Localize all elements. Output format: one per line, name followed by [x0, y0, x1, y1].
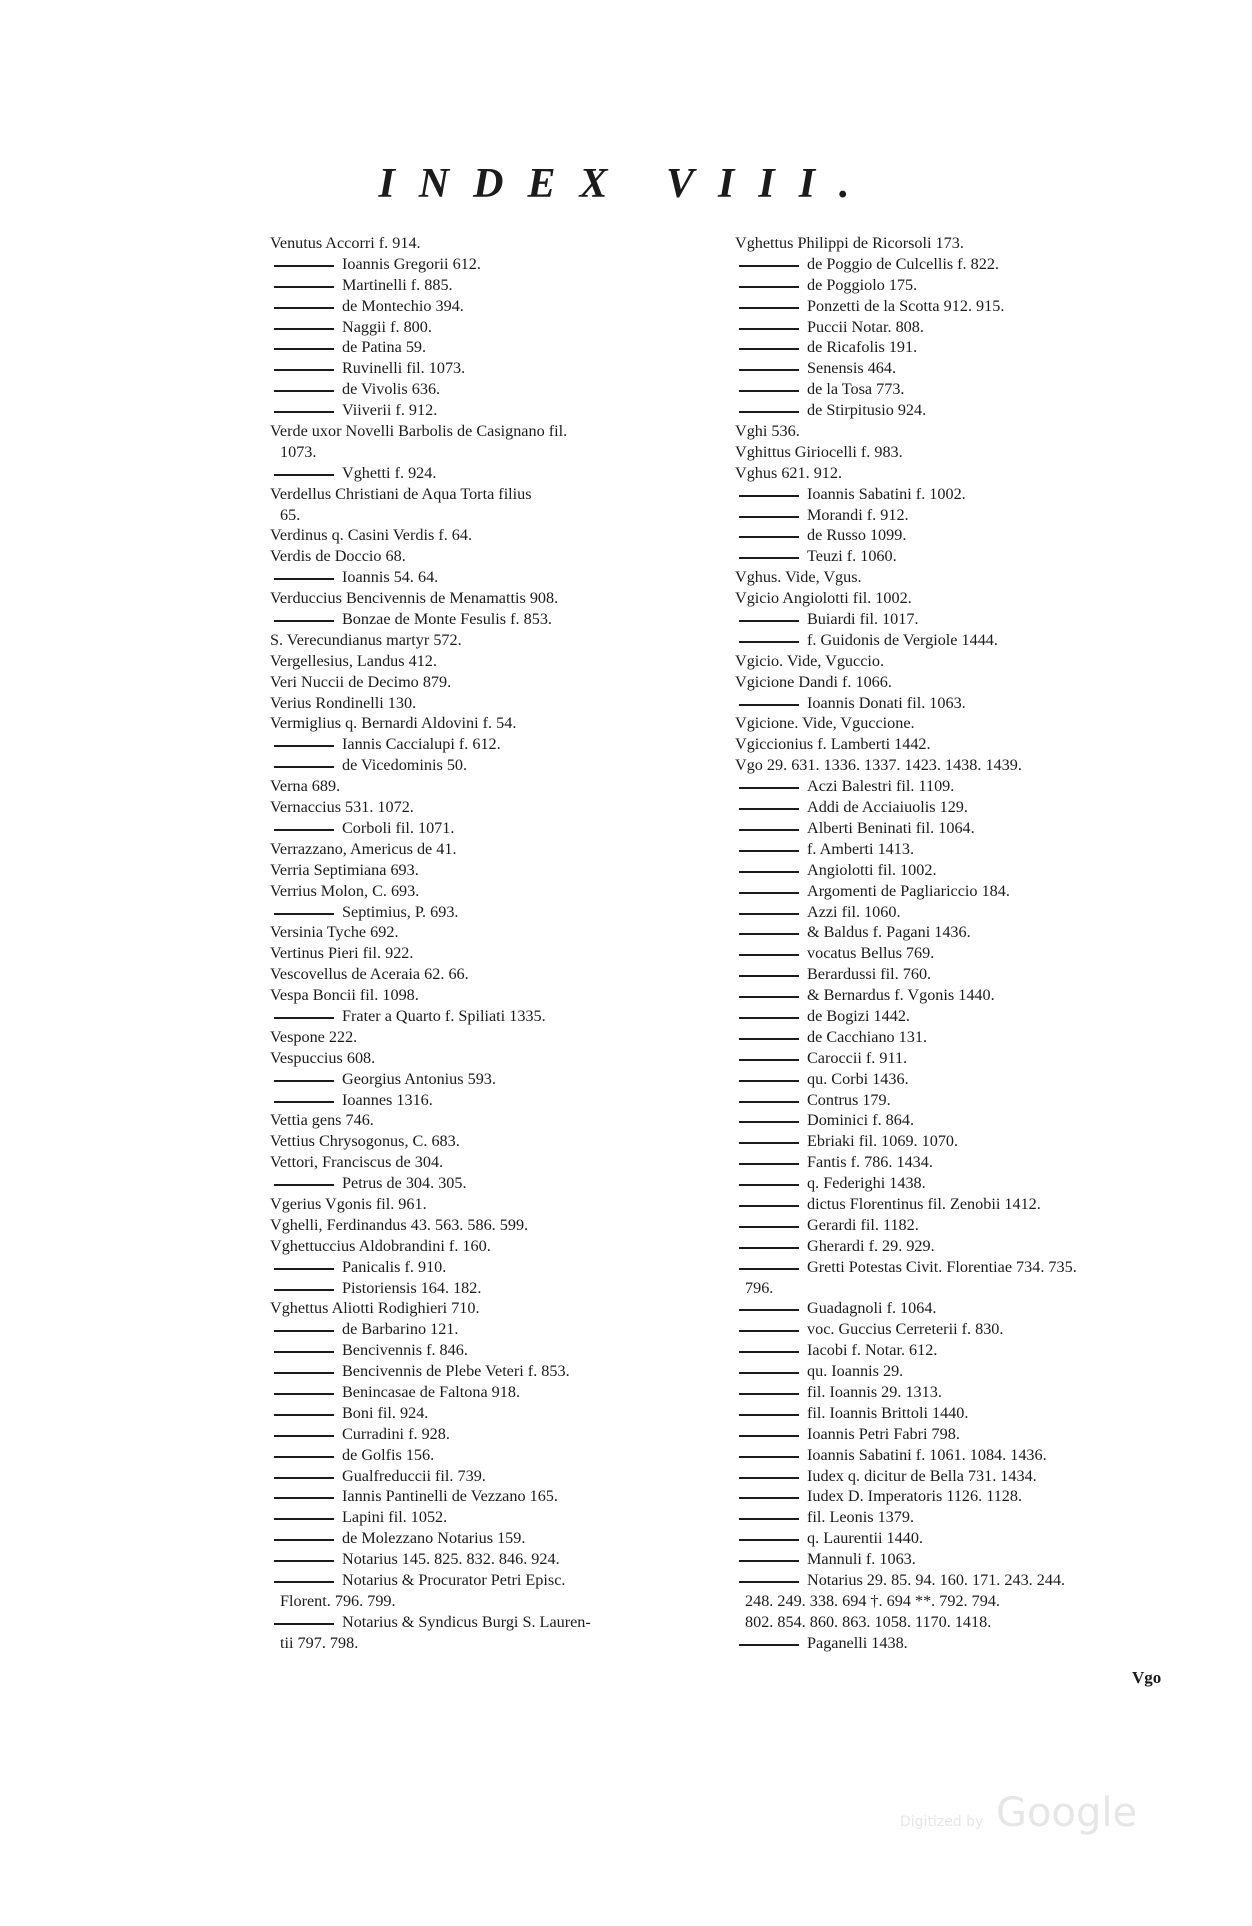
index-entry: Verrius Molon, C. 693.: [270, 881, 420, 900]
index-entry: Vermiglius q. Bernardi Aldovini f. 54.: [270, 714, 517, 733]
index-subentry: Bencivennis de Plebe Veteri f. 853.: [270, 1361, 740, 1382]
index-entry: Verius Rondinelli 130.: [270, 693, 417, 712]
index-subentry: qu. Ioannis 29.: [735, 1361, 1195, 1382]
index-entry: Vertinus Pieri fil. 922.: [270, 944, 414, 963]
index-entry: Versinia Tyche 692.: [270, 923, 399, 942]
index-entry: Vespa Boncii fil. 1098.: [270, 986, 419, 1005]
index-subentry: Boni fil. 924.: [270, 1403, 740, 1424]
index-subentry: Notarius 29. 85. 94. 160. 171. 243. 244.: [735, 1570, 1195, 1591]
index-entry: Verduccius Bencivennis de Menamattis 908.: [270, 589, 559, 608]
catchword: Vgo: [1132, 1668, 1162, 1687]
index-entry: Vgicio Angiolotti fil. 1002.: [735, 589, 912, 608]
index-subentry: de Cacchiano 131.: [735, 1027, 1195, 1048]
index-subentry: Paganelli 1438.: [735, 1633, 1195, 1654]
index-subentry: de Stirpitusio 924.: [735, 400, 1195, 421]
index-subentry: de Molezzano Notarius 159.: [270, 1528, 740, 1549]
index-subentry: de Vivolis 636.: [270, 379, 740, 400]
index-continuation: 1073.: [280, 442, 317, 461]
index-continuation: Florent. 796. 799.: [280, 1591, 396, 1610]
index-entry: Vgicione. Vide, Vguccione.: [735, 714, 915, 733]
index-entry: Vghettuccius Aldobrandini f. 160.: [270, 1236, 491, 1255]
index-subentry: de Poggio de Culcellis f. 822.: [735, 254, 1195, 275]
index-subentry: Georgius Antonius 593.: [270, 1069, 740, 1090]
index-subentry: Frater a Quarto f. Spiliati 1335.: [270, 1006, 740, 1027]
index-subentry: Morandi f. 912.: [735, 505, 1195, 526]
index-subentry: f. Amberti 1413.: [735, 839, 1195, 860]
index-entry: Verdis de Doccio 68.: [270, 547, 406, 566]
index-subentry: Azzi fil. 1060.: [735, 902, 1195, 923]
index-subentry: Notarius 145. 825. 832. 846. 924.: [270, 1549, 740, 1570]
index-subentry: vocatus Bellus 769.: [735, 943, 1195, 964]
index-subentry: de Vicedominis 50.: [270, 755, 740, 776]
index-subentry: Gherardi f. 29. 929.: [735, 1236, 1195, 1257]
index-entry: Verdellus Christiani de Aqua Torta filius: [270, 484, 532, 503]
index-column-left: [270, 233, 740, 1654]
watermark-brand: Google: [996, 1790, 1138, 1836]
index-subentry: Iannis Pantinelli de Vezzano 165.: [270, 1486, 740, 1507]
index-subentry: Addi de Acciaiuolis 129.: [735, 797, 1195, 818]
index-entry: Vgiccionius f. Lamberti 1442.: [735, 735, 931, 754]
index-continuation: 802. 854. 860. 863. 1058. 1170. 1418.: [745, 1612, 992, 1631]
index-subentry: fil. Ioannis Brittoli 1440.: [735, 1403, 1195, 1424]
index-subentry: Viiverii f. 912.: [270, 400, 740, 421]
index-subentry: Benincasae de Faltona 918.: [270, 1382, 740, 1403]
index-subentry: Ioannis Donati fil. 1063.: [735, 693, 1195, 714]
index-subentry: fil. Ioannis 29. 1313.: [735, 1382, 1195, 1403]
index-subentry: Caroccii f. 911.: [735, 1048, 1195, 1069]
index-subentry: Bonzae de Monte Fesulis f. 853.: [270, 609, 740, 630]
index-entry: Vettia gens 746.: [270, 1111, 374, 1130]
index-continuation: 796.: [745, 1278, 774, 1297]
index-entry: Vghus 621. 912.: [735, 463, 843, 482]
index-entry: Vghittus Giriocelli f. 983.: [735, 442, 903, 461]
index-subentry: & Baldus f. Pagani 1436.: [735, 922, 1195, 943]
index-subentry: Bencivennis f. 846.: [270, 1340, 740, 1361]
index-entry: Vghettus Philippi de Ricorsoli 173.: [735, 234, 964, 252]
index-subentry: Corboli fil. 1071.: [270, 818, 740, 839]
index-entry: Vettius Chrysogonus, C. 683.: [270, 1132, 460, 1151]
index-subentry: Teuzi f. 1060.: [735, 546, 1195, 567]
index-entry: Vghettus Aliotti Rodighieri 710.: [270, 1299, 480, 1318]
index-subentry: de Ricafolis 191.: [735, 337, 1195, 358]
index-subentry: Pistoriensis 164. 182.: [270, 1278, 740, 1299]
index-subentry: Alberti Beninati fil. 1064.: [735, 818, 1195, 839]
index-subentry: Gerardi fil. 1182.: [735, 1215, 1195, 1236]
index-subentry: Ioannes 1316.: [270, 1090, 740, 1111]
index-subentry: q. Federighi 1438.: [735, 1173, 1195, 1194]
index-subentry: Puccii Notar. 808.: [735, 317, 1195, 338]
index-entry: Vescovellus de Aceraia 62. 66.: [270, 965, 469, 984]
index-subentry: Argomenti de Pagliariccio 184.: [735, 881, 1195, 902]
index-entry: Vespone 222.: [270, 1027, 358, 1046]
index-subentry: Fantis f. 786. 1434.: [735, 1152, 1195, 1173]
index-subentry: de Poggiolo 175.: [735, 275, 1195, 296]
index-subentry: Senensis 464.: [735, 358, 1195, 379]
page-header: INDEX VIII.: [378, 161, 874, 207]
index-subentry: Guadagnoli f. 1064.: [735, 1298, 1195, 1319]
index-subentry: voc. Guccius Cerreterii f. 830.: [735, 1319, 1195, 1340]
index-subentry: Gualfreduccii fil. 739.: [270, 1466, 740, 1487]
index-entry: S. Verecundianus martyr 572.: [270, 630, 462, 649]
index-continuation: 248. 249. 338. 694 †. 694 **. 792. 794.: [745, 1591, 1000, 1610]
index-entry: Vespuccius 608.: [270, 1048, 376, 1067]
index-subentry: Ruvinelli fil. 1073.: [270, 358, 740, 379]
index-entry: Vernaccius 531. 1072.: [270, 798, 414, 817]
index-subentry: Aczi Balestri fil. 1109.: [735, 776, 1195, 797]
index-subentry: dictus Florentinus fil. Zenobii 1412.: [735, 1194, 1195, 1215]
index-entry: Verria Septimiana 693.: [270, 860, 419, 879]
index-subentry: Angiolotti fil. 1002.: [735, 860, 1195, 881]
index-subentry: Dominici f. 864.: [735, 1110, 1195, 1131]
index-subentry: de Patina 59.: [270, 337, 740, 358]
index-entry: Verdinus q. Casini Verdis f. 64.: [270, 526, 473, 545]
index-subentry: Iudex D. Imperatoris 1126. 1128.: [735, 1486, 1195, 1507]
index-subentry: Lapini fil. 1052.: [270, 1507, 740, 1528]
index-entry: Vghelli, Ferdinandus 43. 563. 586. 599.: [270, 1215, 529, 1234]
digitized-watermark: [900, 1790, 1137, 1836]
index-entry: Veri Nuccii de Decimo 879.: [270, 672, 452, 691]
watermark-prefix: Digitized by: [900, 1814, 984, 1830]
index-entry: Verna 689.: [270, 777, 341, 796]
index-entry: Verde uxor Novelli Barbolis de Casignano fil.: [270, 422, 568, 441]
index-subentry: Notarius & Procurator Petri Episc.: [270, 1570, 740, 1591]
index-subentry: Mannuli f. 1063.: [735, 1549, 1195, 1570]
index-entry: Vgicione Dandi f. 1066.: [735, 672, 892, 691]
index-subentry: Gretti Potestas Civit. Florentiae 734. 735.: [735, 1257, 1195, 1278]
index-entry: Vgerius Vgonis fil. 961.: [270, 1194, 427, 1213]
index-subentry: Ebriaki fil. 1069. 1070.: [735, 1131, 1195, 1152]
index-subentry: de la Tosa 773.: [735, 379, 1195, 400]
index-subentry: de Golfis 156.: [270, 1445, 740, 1466]
index-entry: Vgicio. Vide, Vguccio.: [735, 651, 885, 670]
index-subentry: Septimius, P. 693.: [270, 902, 740, 923]
index-subentry: qu. Corbi 1436.: [735, 1069, 1195, 1090]
index-subentry: Iacobi f. Notar. 612.: [735, 1340, 1195, 1361]
index-subentry: Curradini f. 928.: [270, 1424, 740, 1445]
index-entry: Vghus. Vide, Vgus.: [735, 568, 862, 587]
index-entry: Vghi 536.: [735, 422, 800, 441]
index-subentry: Ioannis Petri Fabri 798.: [735, 1424, 1195, 1445]
index-entry: Vettori, Franciscus de 304.: [270, 1153, 444, 1172]
index-entry: Vergellesius, Landus 412.: [270, 651, 437, 670]
index-subentry: fil. Leonis 1379.: [735, 1507, 1195, 1528]
index-subentry: de Bogizi 1442.: [735, 1006, 1195, 1027]
index-subentry: Buiardi fil. 1017.: [735, 609, 1195, 630]
index-subentry: Ioannis Sabatini f. 1061. 1084. 1436.: [735, 1445, 1195, 1466]
index-entry: Venutus Accorri f. 914.: [270, 234, 421, 252]
index-subentry: de Barbarino 121.: [270, 1319, 740, 1340]
index-subentry: q. Laurentii 1440.: [735, 1528, 1195, 1549]
index-subentry: Vghetti f. 924.: [270, 463, 740, 484]
index-column-right: [735, 233, 1195, 1654]
index-subentry: Panicalis f. 910.: [270, 1257, 740, 1278]
index-entry: Verrazzano, Americus de 41.: [270, 839, 457, 858]
index-subentry: f. Guidonis de Vergiole 1444.: [735, 630, 1195, 651]
index-subentry: Ioannis 54. 64.: [270, 567, 740, 588]
index-subentry: & Bernardus f. Vgonis 1440.: [735, 985, 1195, 1006]
index-entry: Vgo 29. 631. 1336. 1337. 1423. 1438. 1439.: [735, 756, 1022, 775]
index-subentry: Iudex q. dicitur de Bella 731. 1434.: [735, 1466, 1195, 1487]
index-subentry: Ponzetti de la Scotta 912. 915.: [735, 296, 1195, 317]
index-continuation: 65.: [280, 505, 301, 524]
index-subentry: Iannis Caccialupi f. 612.: [270, 734, 740, 755]
index-subentry: Martinelli f. 885.: [270, 275, 740, 296]
index-subentry: Berardussi fil. 760.: [735, 964, 1195, 985]
index-subentry: Naggii f. 800.: [270, 317, 740, 338]
index-subentry: Contrus 179.: [735, 1090, 1195, 1111]
index-subentry: Ioannis Gregorii 612.: [270, 254, 740, 275]
index-subentry: Petrus de 304. 305.: [270, 1173, 740, 1194]
index-subentry: Notarius & Syndicus Burgi S. Lauren-: [270, 1612, 740, 1633]
index-continuation: tii 797. 798.: [280, 1633, 359, 1652]
index-subentry: de Montechio 394.: [270, 296, 740, 317]
index-subentry: de Russo 1099.: [735, 525, 1195, 546]
index-subentry: Ioannis Sabatini f. 1002.: [735, 484, 1195, 505]
